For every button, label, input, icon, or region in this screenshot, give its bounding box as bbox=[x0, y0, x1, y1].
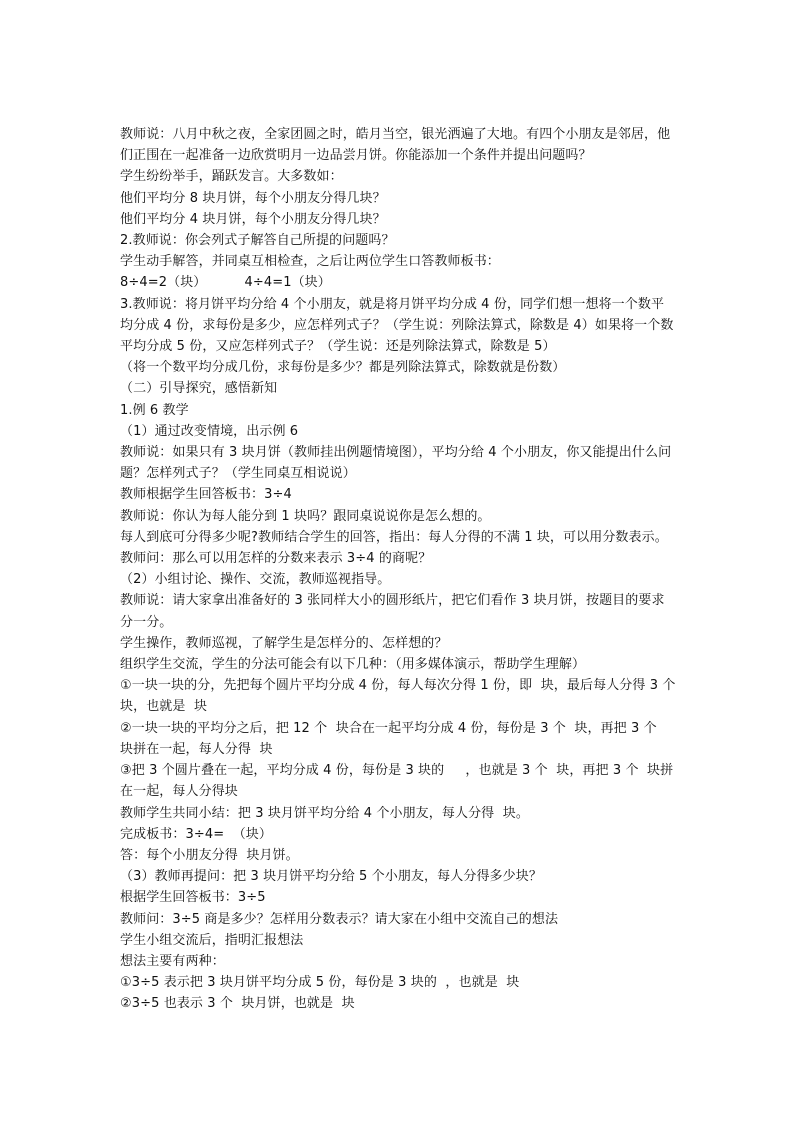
paragraph: 1.例 6 教学 bbox=[120, 402, 189, 418]
paragraph: 教师问：3÷5 商是多少？怎样用分数表示？请大家在小组中交流自己的想法 bbox=[120, 911, 559, 927]
paragraph: ②一块一块的平均分之后，把 12 个 块合在一起平均分成 4 份，每份是 3 个 块，再把 3 个 块拼在一起，每人分得 块 bbox=[120, 720, 666, 757]
paragraph: 完成板书：3÷4= （块） bbox=[120, 826, 272, 842]
paragraph: 教师说：八月中秋之夜，全家团圆之时，皓月当空，银光洒遍了大地。有四个小朋友是邻居，他们正围在一起准备一边欣赏明月一边品尝月饼。你能添加一个条件并提出问题吗？ bbox=[120, 127, 671, 164]
paragraph: 8÷4=2（块） 4÷4=1（块） bbox=[120, 275, 331, 291]
paragraph: ③把 3 个圆片叠在一起，平均分成 4 份，每份是 3 块的 ，也就是 3 个 块，再把 3 个 块拼在一起，每人分得块 bbox=[120, 763, 674, 800]
paragraph: 根据学生回答板书：3÷5 bbox=[120, 890, 266, 906]
paragraph: 学生纷纷举手，踊跃发言。大多数如： bbox=[120, 169, 343, 185]
paragraph: 学生小组交流后，指明汇报想法 bbox=[120, 932, 304, 948]
paragraph: 他们平均分 8 块月饼，每个小朋友分得几块？ bbox=[120, 190, 386, 206]
document-page bbox=[120, 124, 684, 1015]
paragraph: 答：每个小朋友分得 块月饼。 bbox=[120, 847, 299, 863]
paragraph: 组织学生交流，学生的分法可能会有以下几种：（用多媒体演示，帮助学生理解） bbox=[120, 657, 586, 673]
paragraph: 他们平均分 4 块月饼，每个小朋友分得几块？ bbox=[120, 211, 386, 227]
paragraph: （2）小组讨论、操作、交流，教师巡视指导。 bbox=[120, 572, 391, 588]
paragraph: ①一块一块的分，先把每个圆片平均分成 4 份，每人每次分得 1 份，即 块，最后每人分得 3 个 块，也就是 块 bbox=[120, 678, 684, 715]
paragraph: 教师学生共同小结：把 3 块月饼平均分给 4 个小朋友，每人分得 块。 bbox=[120, 805, 529, 821]
paragraph: 教师问：那么可以用怎样的分数来表示 3÷4 的商呢？ bbox=[120, 551, 432, 567]
paragraph: ②3÷5 也表示 3 个 块月饼，也就是 块 bbox=[120, 996, 355, 1012]
paragraph: ①3÷5 表示把 3 块月饼平均分成 5 份，每份是 3 块的 ，也就是 块 bbox=[120, 975, 520, 991]
paragraph: 每人到底可分得多少呢?教师结合学生的回答，指出：每人分得的不满 1 块，可以用分数表示。 bbox=[120, 529, 668, 545]
paragraph: 想法主要有两种： bbox=[120, 953, 225, 969]
paragraph: 教师说：如果只有 3 块月饼（教师挂出例题情境图），平均分给 4 个小朋友，你又能提出什么问题？怎样列式子？（学生同桌互相说说） bbox=[120, 445, 672, 482]
paragraph: （3）教师再提问：把 3 块月饼平均分给 5 个小朋友，每人分得多少块？ bbox=[120, 869, 542, 885]
paragraph: 学生操作，教师巡视，了解学生是怎样分的、怎样想的？ bbox=[120, 635, 448, 651]
paragraph: 教师说：请大家拿出准备好的 3 张同样大小的圆形纸片，把它们看作 3 块月饼，按题目的要求分一分。 bbox=[120, 593, 665, 630]
paragraph: 教师根据学生回答板书：3÷4 bbox=[120, 487, 292, 503]
paragraph: 学生动手解答，并同桌互相检查，之后让两位学生口答教师板书： bbox=[120, 254, 500, 270]
paragraph: 教师说：你认为每人能分到 1 块吗？跟同桌说说你是怎么想的。 bbox=[120, 508, 491, 524]
paragraph: （将一个数平均分成几份，求每份是多少？都是列除法算式，除数就是份数） bbox=[120, 360, 566, 376]
paragraph: （二）引导探究，感悟新知 bbox=[120, 381, 278, 397]
paragraph: 2.教师说：你会列式子解答自己所提的问题吗？ bbox=[120, 233, 395, 249]
paragraph: （1）通过改变情境，出示例 6 bbox=[120, 423, 299, 439]
paragraph: 3.教师说：将月饼平均分给 4 个小朋友，就是将月饼平均分成 4 份，同学们想一想将一个数平均分成 4 份，求每份是多少，应怎样列式子？（学生说：列除法算式，除数是 4）如果将一个数平均分成 5 份，又应怎样列式子？（学生说：还是列除法算式，除数是 5） bbox=[120, 296, 674, 355]
